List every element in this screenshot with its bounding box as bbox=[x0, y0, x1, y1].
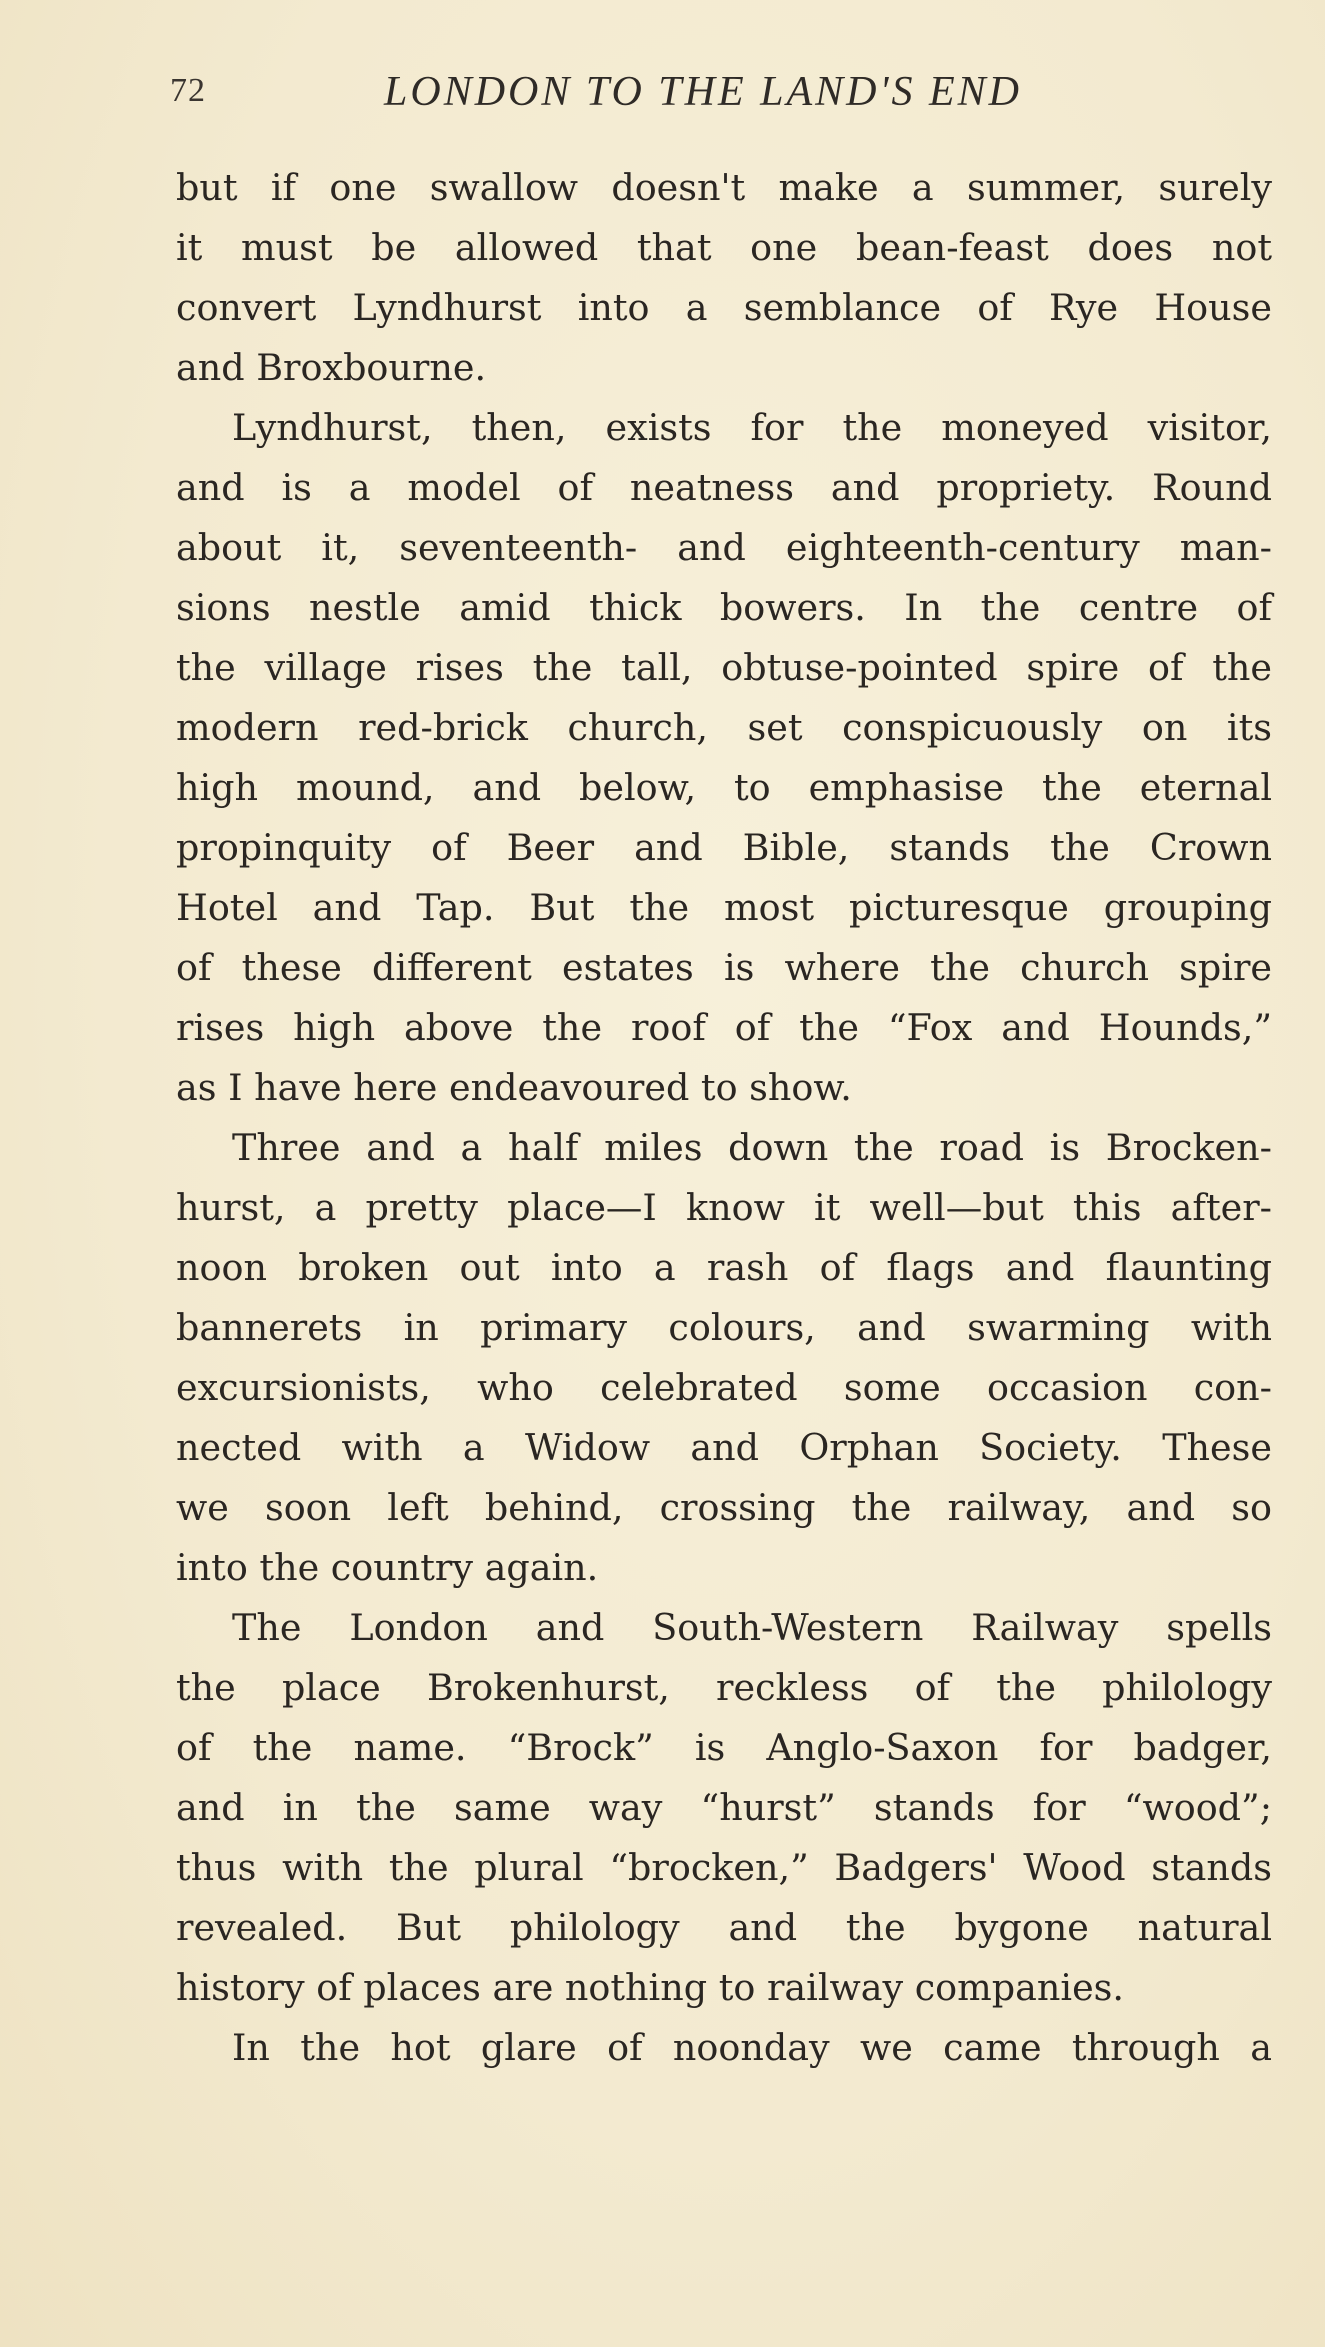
text-line: and is a model of neatness and propriety. Round bbox=[176, 466, 1272, 509]
text-line: the place Brokenhurst, reckless of the philology bbox=[176, 1666, 1272, 1709]
text-line: high mound, and below, to emphasise the eternal bbox=[176, 766, 1272, 809]
text-line: about it, seventeenth- and eighteenth-century man- bbox=[176, 526, 1272, 569]
page-header bbox=[0, 68, 1325, 128]
text-line: propinquity of Beer and Bible, stands the Crown bbox=[176, 826, 1272, 869]
text-line: we soon left behind, crossing the railway, and so bbox=[176, 1486, 1272, 1529]
text-line: and Broxbourne. bbox=[176, 346, 487, 389]
text-line: the village rises the tall, obtuse-pointed spire of the bbox=[176, 646, 1272, 689]
text-line: excursionists, who celebrated some occasion con- bbox=[176, 1366, 1272, 1409]
body-text bbox=[176, 158, 1272, 2078]
text-line: and in the same way “hurst” stands for “wood”; bbox=[176, 1786, 1272, 1829]
page-number: 72 bbox=[170, 72, 206, 109]
text-line: of the name. “Brock” is Anglo-Saxon for badger, bbox=[176, 1726, 1272, 1769]
text-line: of these different estates is where the church spire bbox=[176, 946, 1272, 989]
paragraph-start-line: The London and South-Western Railway spells bbox=[232, 1606, 1272, 1649]
text-line: hurst, a pretty place—I know it well—but this after- bbox=[176, 1186, 1272, 1229]
text-line: history of places are nothing to railway companies. bbox=[176, 1966, 1125, 2009]
paragraph-start-line: In the hot glare of noonday we came through a bbox=[232, 2026, 1272, 2069]
text-line: convert Lyndhurst into a semblance of Rye House bbox=[176, 286, 1272, 329]
text-line: sions nestle amid thick bowers. In the centre of bbox=[176, 586, 1272, 629]
text-line: rises high above the roof of the “Fox and Hounds,” bbox=[176, 1006, 1272, 1049]
text-line: but if one swallow doesn't make a summer, surely bbox=[176, 166, 1272, 209]
text-line: revealed. But philology and the bygone natural bbox=[176, 1906, 1272, 1949]
text-line: thus with the plural “brocken,” Badgers' Wood stands bbox=[176, 1846, 1272, 1889]
text-line: Hotel and Tap. But the most picturesque grouping bbox=[176, 886, 1272, 929]
paragraph-start-line: Lyndhurst, then, exists for the moneyed visitor, bbox=[232, 406, 1272, 449]
text-line: modern red-brick church, set conspicuously on its bbox=[176, 706, 1272, 749]
text-line: bannerets in primary colours, and swarming with bbox=[176, 1306, 1272, 1349]
text-line: it must be allowed that one bean-feast does not bbox=[176, 226, 1272, 269]
text-line: noon broken out into a rash of flags and flaunting bbox=[176, 1246, 1272, 1289]
text-line: nected with a Widow and Orphan Society. These bbox=[176, 1426, 1272, 1469]
text-line: into the country again. bbox=[176, 1546, 599, 1589]
text-line: as I have here endeavoured to show. bbox=[176, 1066, 852, 1109]
paragraph-start-line: Three and a half miles down the road is Brocken- bbox=[232, 1126, 1272, 1169]
running-title: LONDON TO THE LAND'S END bbox=[384, 69, 1022, 115]
